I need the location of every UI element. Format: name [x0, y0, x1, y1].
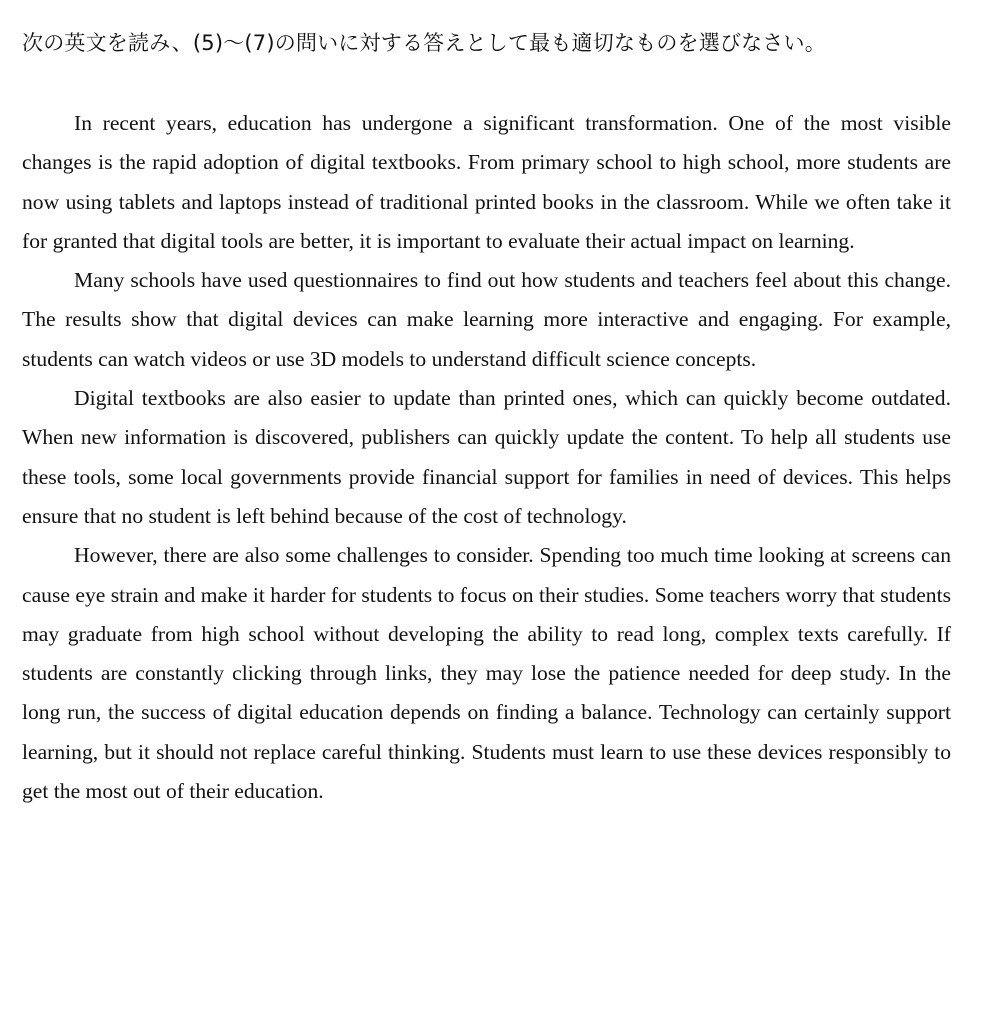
passage-paragraph-2: Many schools have used questionnaires to find out how students and teachers feel about this change. The results show that digital devices can make learning more interactive and engaging. For example, students can watch videos or use 3D models to understand difficult science concepts.	[22, 268, 951, 371]
reading-passage	[22, 104, 951, 811]
passage-paragraph-4: However, there are also some challenges to consider. Spending too much time looking at screens can cause eye strain and make it harder for students to focus on their studies. Some teachers worry that students may graduate from high school without developing the ability to read long, complex texts carefully. If students are constantly clicking through links, they may lose the patience needed for deep study. In the long run, the success of digital education depends on finding a balance. Technology can certainly support learning, but it should not replace careful thinking. Students must learn to use these devices responsibly to get the most out of their education.	[22, 543, 951, 804]
passage-paragraph-1: In recent years, education has undergone a significant transformation. One of the most visible changes is the rapid adoption of digital textbooks. From primary school to high school, more students are now using tablets and laptops instead of traditional printed books in the classroom. While we often take it for granted that digital tools are better, it is important to evaluate their actual impact on learning.	[22, 111, 951, 253]
passage-paragraph-3: Digital textbooks are also easier to update than printed ones, which can quickly become outdated. When new information is discovered, publishers can quickly update the content. To help all students use these tools, some local governments provide financial support for families in need of devices. This helps ensure that no student is left behind because of the cost of technology.	[22, 386, 951, 528]
question-instruction: 次の英文を読み、(5)〜(7)の問いに対する答えとして最も適切なものを選びなさい。	[22, 31, 826, 55]
